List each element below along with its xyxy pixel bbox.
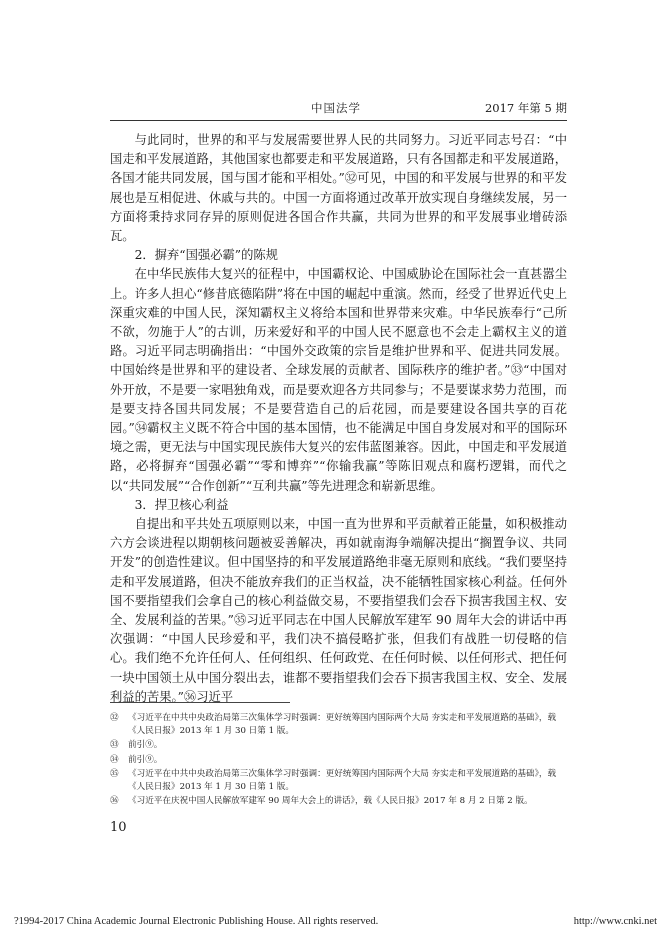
footnote-rule: [110, 702, 290, 703]
footnote-mark: ㊱: [110, 796, 119, 807]
footnote-mark: ㉝: [110, 740, 119, 751]
paragraph: 在中华民族伟大复兴的征程中，中国霸权论、中国威胁论在国际社会一直甚嚣尘上。许多人担心“修昔底德陷阱”将在中国的崛起中重演。然而，经受了世界近代史上深重灾难的中国人民，深知霸权主义将给本国和世界带来灾难。中华民族奉行“己所不欲，勿施于人”的古训，历来爱好和平的中国人民不愿意也不会走上霸权主义的道路。习近平同志明确指出：“中国外交政策的宗旨是维护世界和平、促进共同发展。中国始终是世界和平的建设者、全球发展的贡献者、国际秩序的维护者。”㉝“中国对外开放，不是要一家唱独角戏，而是要欢迎各方共同参与；不是要谋求势力范围，而是要支持各国共同发展；不是要营造自己的后花园，而是要建设各国共享的百花园。”㉞霸权主义既不符合中国的基本国情，也不能满足中国自身发展对和平的国际环境之需，更无法与中国实现民族伟大复兴的宏伟蓝图兼容。因此，中国走和平发展道路，必将摒弃“国强必霸”“零和博弈”“你输我赢”等陈旧观点和腐朽逻辑，而代之以“共同发展”“合作创新”“互利共赢”等先进理念和崭新思维。: [110, 267, 567, 493]
footnote-mark: ㉞: [110, 754, 119, 765]
footnote: [110, 754, 567, 767]
footnote: [110, 712, 567, 738]
footnote-mark: ㉜: [110, 713, 119, 723]
site-url[interactable]: http://www.cnki.net: [573, 916, 657, 927]
copyright-text: ?1994-2017 China Academic Journal Electronic Publishing House. All rights reserved.: [14, 916, 379, 927]
page-number: 10: [110, 820, 127, 835]
issue-label: 2017 年第 5 期: [484, 101, 567, 115]
body-text: [110, 131, 567, 707]
section-heading: 2．摒弃“国强必霸”的陈规: [134, 248, 278, 263]
journal-name: 中国法学: [311, 101, 361, 115]
footnote-text: 前引⑨。: [128, 740, 163, 751]
footnote: [110, 795, 567, 808]
footnote: [110, 739, 567, 752]
copyright-line: [14, 916, 657, 927]
running-header: [110, 100, 567, 116]
footnote-text: 《习近平在中共中央政治局第三次集体学习时强调：更好统筹国内国际两个大局 夯实走和平发展道路的基础》，载《人民日报》2013 年 1 月 30 日第 1 版。: [128, 713, 557, 737]
footnote: [110, 768, 567, 794]
footnote-text: 《习近平在庆祝中国人民解放军建军 90 周年大会上的讲话》，载《人民日报》2017 年 8 月 2 日第 2 版。: [128, 796, 533, 807]
footnote-text: 前引⑨。: [128, 754, 163, 765]
footnotes: [110, 712, 567, 809]
section-heading: 3．捍卫核心利益: [134, 497, 229, 512]
paragraph: 与此同时，世界的和平与发展需要世界人民的共同努力。习近平同志号召：“中国走和平发展道路，其他国家也都要走和平发展道路，只有各国都走和平发展道路，各国才能共同发展，国与国才能和平相处。”㉜可见，中国的和平发展与世界的和平发展也是互相促进、休戚与共的。中国一方面将通过改革开放实现自身继续发展，另一方面将秉持求同存异的原则促进各国合作共赢，共同为世界的和平发展事业增砖添瓦。: [110, 133, 567, 244]
paragraph: 自提出和平共处五项原则以来，中国一直为世界和平贡献着正能量，如积极推动六方会谈进程以期朝核问题被妥善解决，再如就南海争端解决提出“搁置争议、共同开发”的创造性建议。但中国坚持的和平发展道路绝非毫无原则和底线。“我们要坚持走和平发展道路，但决不能放弃我们的正当权益，决不能牺牲国家核心利益。任何外国不要指望我们会拿自己的核心利益做交易，不要指望我们会吞下损害我国主权、安全、发展利益的苦果。”㉟习近平同志在中国人民解放军建军 90 周年大会的讲话中再次强调：“中国人民珍爱和平，我们决不搞侵略扩张，但我们有战胜一切侵略的信心。我们绝不允许任何人、任何组织、任何政党、在任何时候、以任何形式、把任何一块中国领土从中国分裂出去，谁都不要指望我们会吞下损害我国主权、安全、发展利益的苦果。”㊱习近平: [110, 517, 567, 704]
footnote-text: 《习近平在中共中央政治局第三次集体学习时强调：更好统筹国内国际两个大局 夯实走和平发展道路的基础》，载《人民日报》2013 年 1 月 30 日第 1 版。: [128, 768, 557, 793]
footnote-mark: ㉟: [110, 768, 119, 779]
header-rule: [110, 120, 567, 121]
